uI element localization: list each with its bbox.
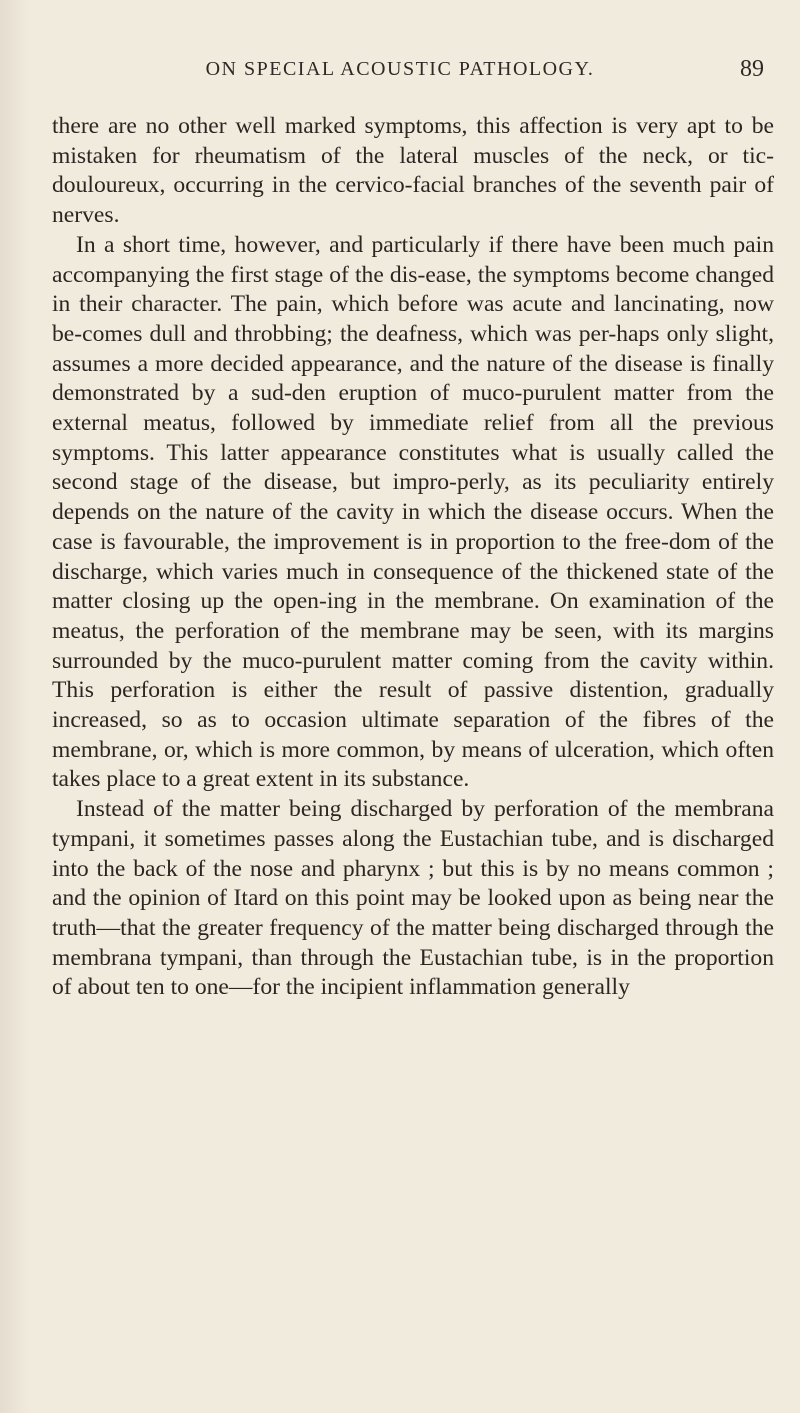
running-title: ON SPECIAL ACOUSTIC PATHOLOGY. [205,58,595,80]
body-text [52,112,774,1003]
paragraph: In a short time, however, and particularly if there have been much pain accompanying the first stage of the dis-ease, the symptoms become changed in their character. The pain, which before was acute and lancinating, now be-comes dull and throbbing; the deafness, which was per-haps only slight, assumes a more decided appearance, and the nature of the disease is finally demonstrated by a sud-den eruption of muco-purulent matter from the external meatus, followed by immediate relief from all the previous symptoms. This latter appearance constitutes what is usually called the second stage of the disease, but impro-perly, as its peculiarity entirely depends on the nature of the cavity in which the disease occurs. When the case is favourable, the improvement is in proportion to the free-dom of the discharge, which varies much in consequence of the thickened state of the matter closing up the open-ing in the membrane. On examination of the meatus, the perforation of the membrane may be seen, with its margins surrounded by the muco-purulent matter coming from the cavity within. This perforation is either the result of passive distention, gradually increased, so as to occasion ultimate separation of the fibres of the membrane, or, which is more common, by means of ulceration, which often takes place to a great extent in its substance. [52,231,774,793]
paragraph: Instead of the matter being discharged by perforation of the membrana tympani, it sometimes passes along the Eustachian tube, and is discharged into the back of the nose and pharynx ; but this is by no means common ; and the opinion of Itard on this point may be looked upon as being near the truth—that the greater frequency of the matter being discharged through the membrana tympani, than through the Eustachian tube, is in the proportion of about ten to one—for the incipient inflammation generally [52,796,774,1001]
page-number: 89 [740,56,764,82]
paragraph: there are no other well marked symptoms, this affection is very apt to be mistaken for rheumatism of the lateral muscles of the neck, or tic-douloureux, occurring in the cervico-facial branches of the seventh pair of nerves. [52,113,774,229]
running-head [0,58,800,88]
